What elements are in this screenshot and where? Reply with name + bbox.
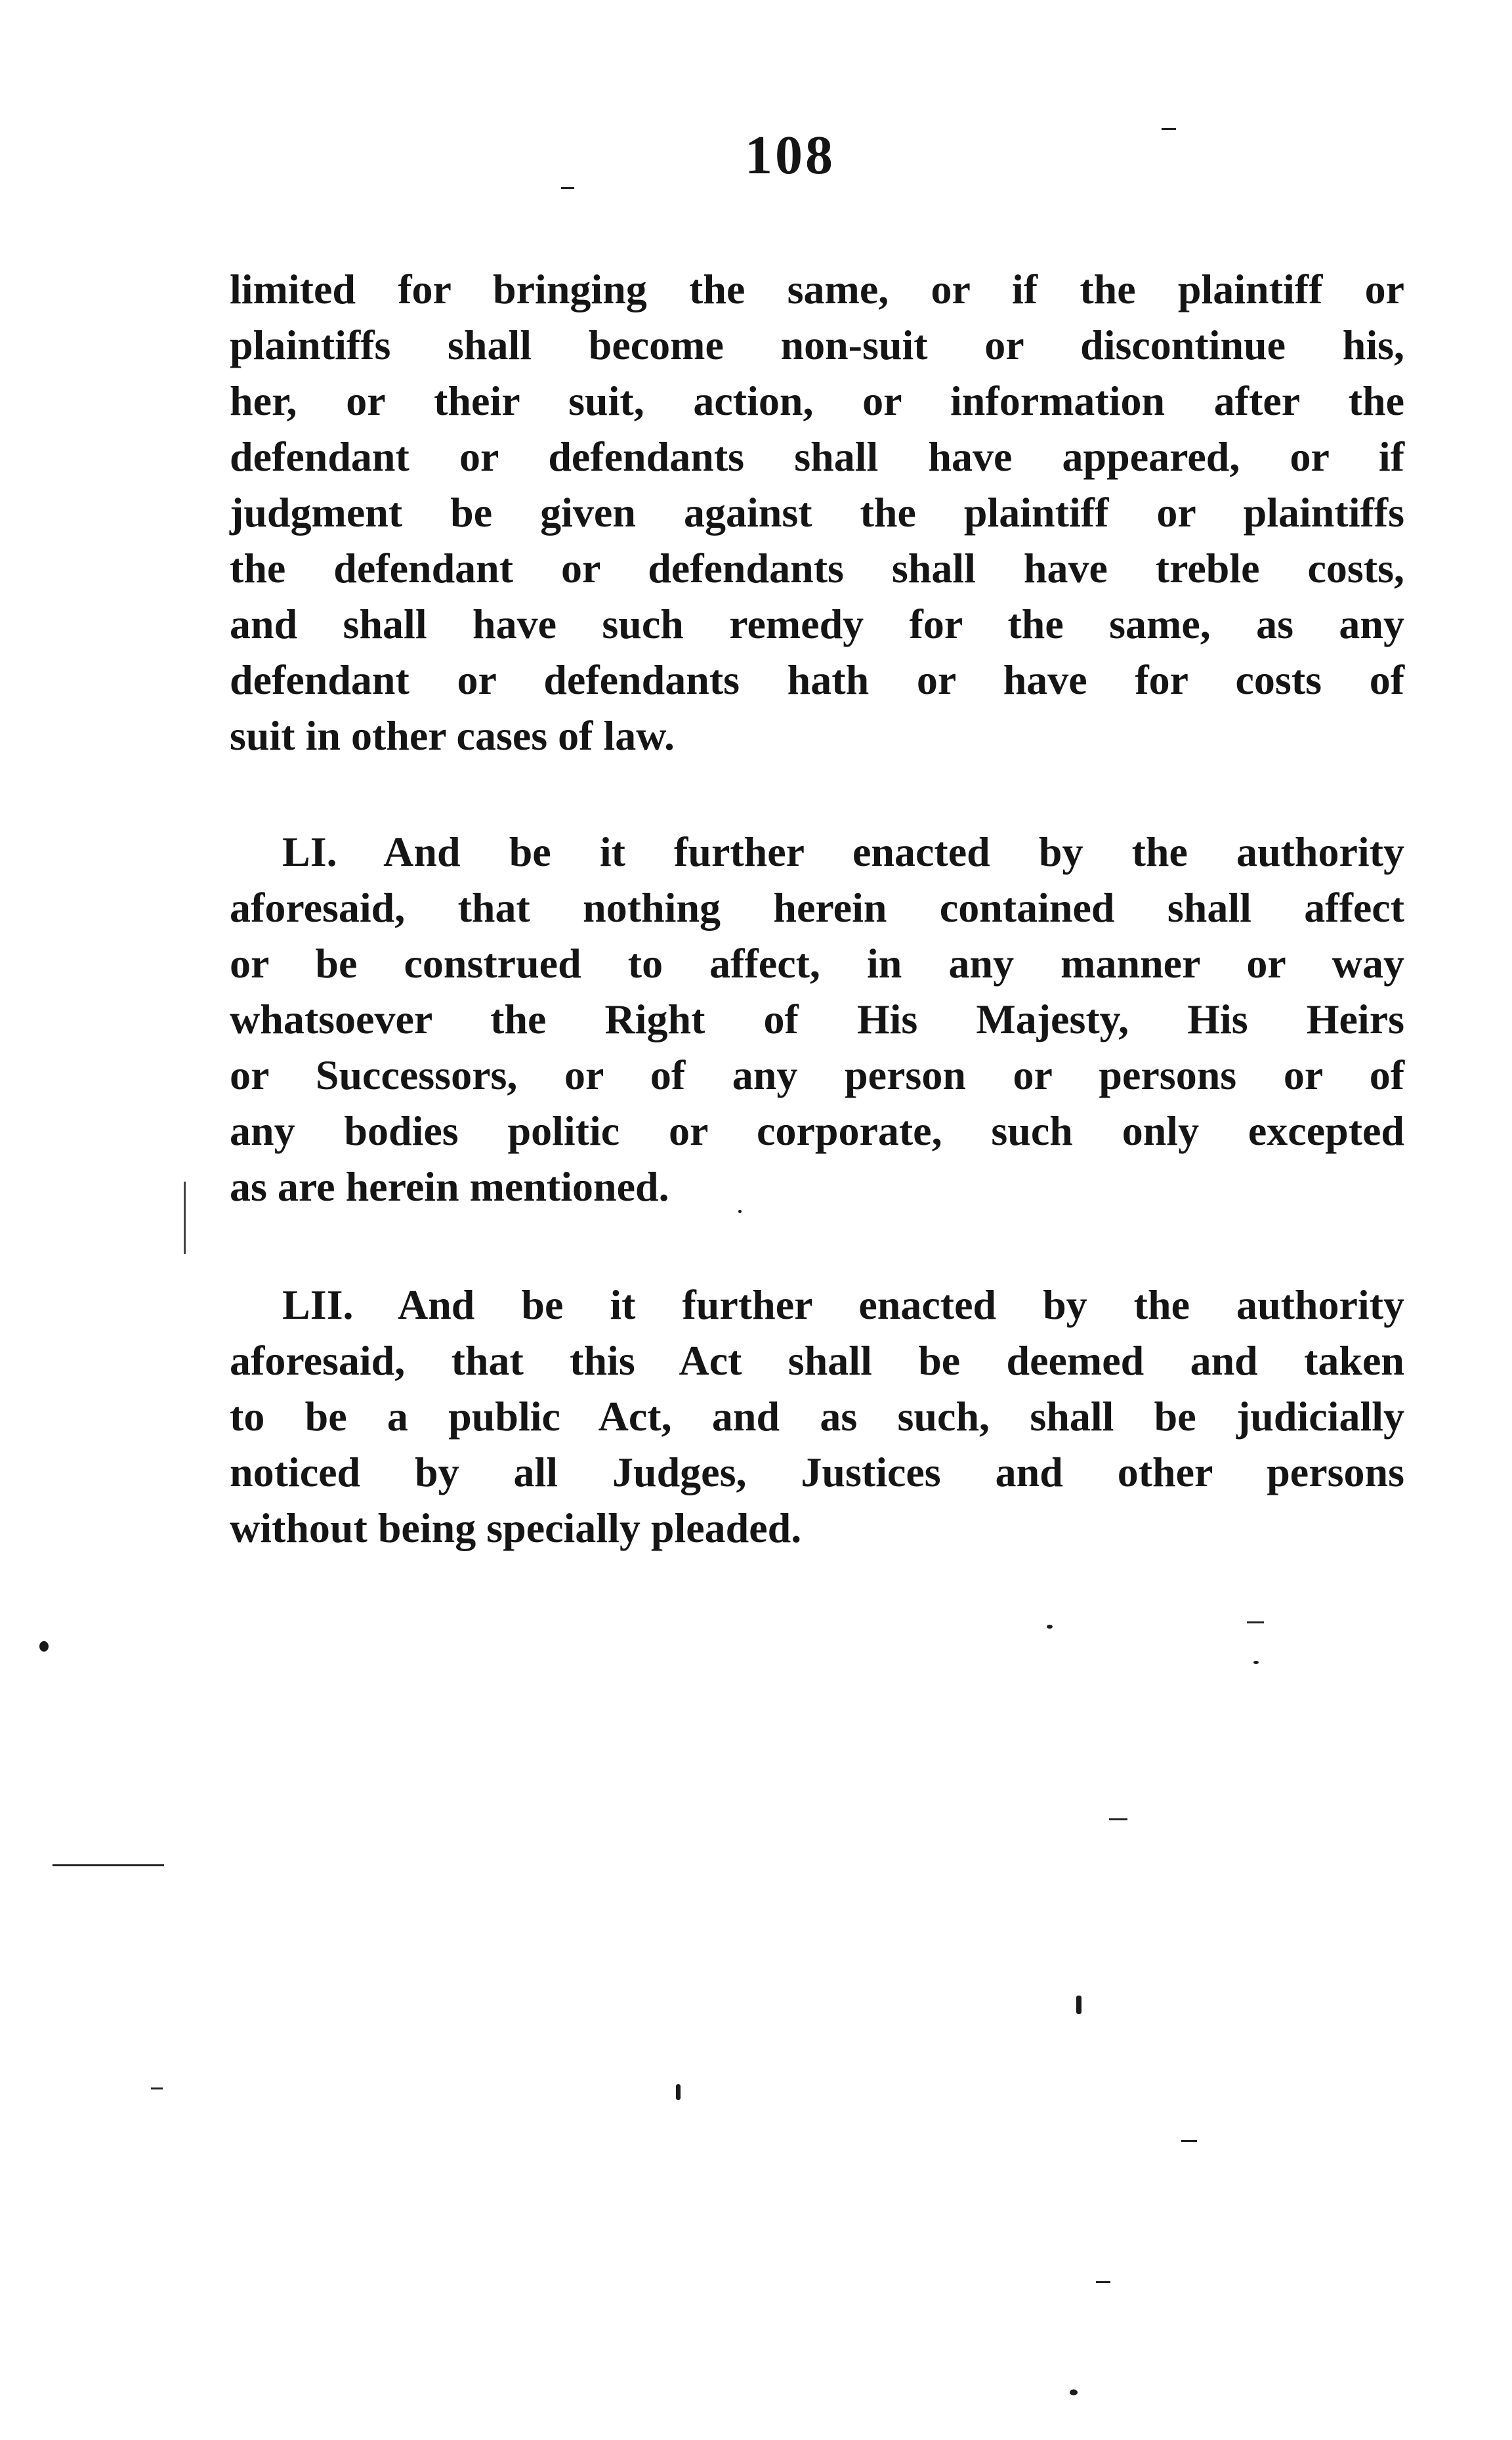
text-line: LI. And be it further enacted by the authority	[282, 828, 1404, 875]
scan-speck	[1253, 1661, 1259, 1664]
text-line: judgment be given against the plaintiff or plaintiffs	[230, 489, 1404, 536]
scan-speck	[1047, 1625, 1053, 1629]
scan-speck	[676, 2084, 681, 2100]
scan-mark	[151, 2087, 163, 2089]
text-line: LII. And be it further enacted by the authority	[282, 1281, 1404, 1328]
text-line: and shall have such remedy for the same, as any	[230, 601, 1404, 647]
text-line: aforesaid, that this Act shall be deemed and taken	[230, 1337, 1404, 1384]
scan-mark	[1096, 2281, 1110, 2283]
scan-mark	[1109, 1818, 1127, 1820]
text-line: any bodies politic or corporate, such only excepted	[230, 1107, 1404, 1154]
text-line: defendant or defendants shall have appeared, or if	[230, 433, 1404, 480]
paragraph-continuation	[230, 261, 1404, 763]
text-line: her, or their suit, action, or information after the	[230, 377, 1404, 424]
scan-mark	[184, 1182, 186, 1254]
text-line: to be a public Act, and as such, shall be judicially	[230, 1393, 1404, 1440]
scan-mark	[1162, 128, 1176, 130]
text-line: the defendant or defendants shall have treble costs,	[230, 545, 1404, 591]
text-line: whatsoever the Right of His Majesty, His Heirs	[230, 996, 1404, 1042]
page-number: 108	[745, 125, 835, 186]
scan-speck	[39, 1641, 49, 1652]
text-line: aforesaid, that nothing herein contained shall affect	[230, 884, 1404, 931]
scan-mark	[561, 187, 574, 189]
text-line: without being specially pleaded.	[230, 1505, 802, 1551]
section-LI	[230, 824, 1404, 1214]
text-line: as are herein mentioned.	[230, 1163, 669, 1210]
scan-mark	[1181, 2140, 1197, 2142]
scan-mark	[52, 1864, 164, 1866]
scan-mark	[1247, 1621, 1264, 1623]
text-line: limited for bringing the same, or if the plaintiff or	[230, 266, 1404, 312]
text-line: plaintiffs shall become non-suit or discontinue his,	[230, 322, 1404, 368]
text-line: or be construed to affect, in any manner or way	[230, 940, 1404, 987]
scan-speck	[1076, 1996, 1082, 2014]
section-LII	[230, 1277, 1404, 1556]
text-line: suit in other cases of law.	[230, 712, 675, 759]
scan-speck	[738, 1210, 742, 1213]
text-line: defendant or defendants hath or have for costs of	[230, 656, 1404, 703]
scan-speck	[1070, 2389, 1078, 2395]
text-line: noticed by all Judges, Justices and other persons	[230, 1449, 1404, 1495]
text-line: or Successors, or of any person or persons or of	[230, 1052, 1404, 1098]
